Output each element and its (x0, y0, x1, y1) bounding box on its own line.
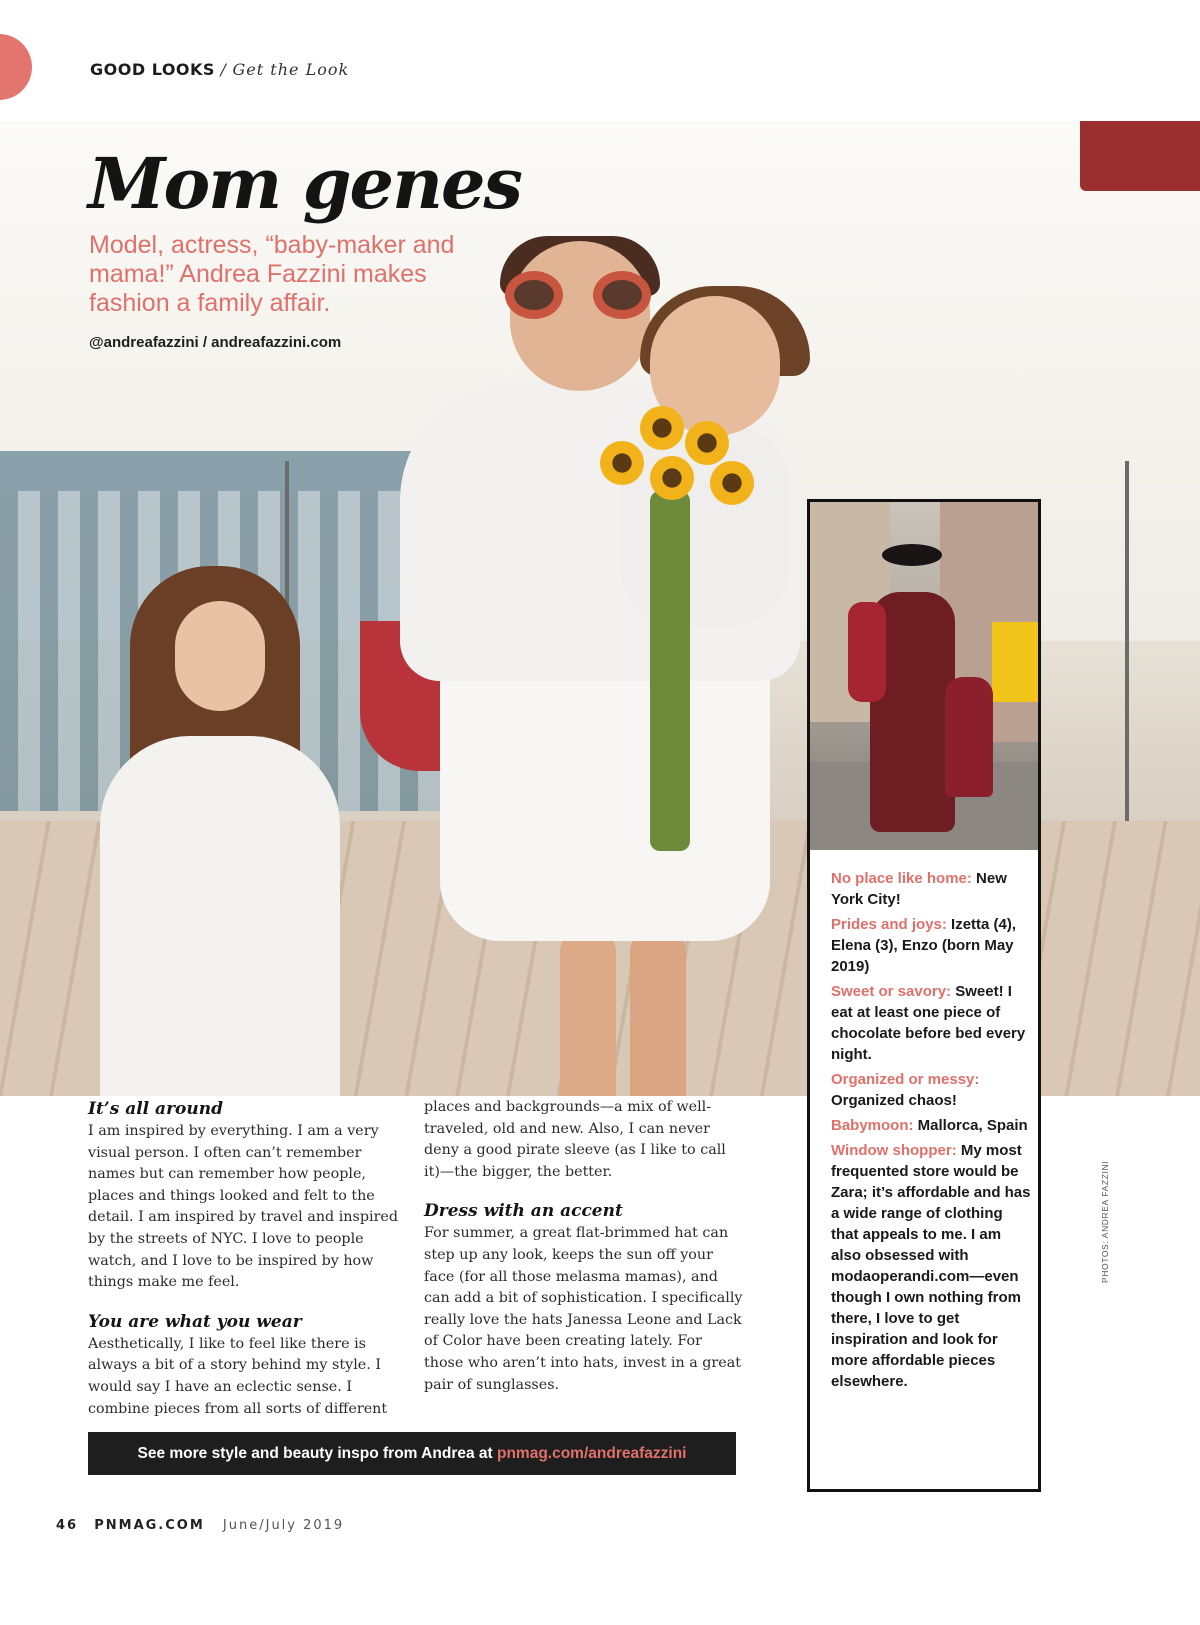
welcome-sign (992, 622, 1038, 702)
fact-item (831, 914, 1031, 977)
magazine-site: PNMAG.COM (94, 1518, 205, 1533)
cta-link[interactable]: pnmag.com/andreafazzini (496, 1445, 687, 1462)
fact-item (831, 981, 1031, 1065)
subsection-name: Get the Look (232, 60, 350, 79)
fact-item (831, 1115, 1031, 1136)
fact-item (831, 1069, 1031, 1111)
body-paragraph: Aesthetically, I like to feel like there is always a bit of a story behind my style. I would say I have an eclectic sense. I combine pieces from all sorts of different (88, 1335, 388, 1417)
fact-item (831, 1140, 1031, 1392)
hero-awning (1080, 121, 1200, 191)
fact-label: No place like home: (831, 870, 972, 887)
subhead-you-are-what-you-wear: You are what you wear (88, 1311, 302, 1332)
sidebar-box (807, 499, 1041, 1492)
social-handles: @andreafazzini / andreafazzini.com (89, 334, 342, 351)
cta-banner (88, 1432, 736, 1475)
fact-label: Babymoon: (831, 1117, 914, 1134)
article-deck: Model, actress, “baby-maker and mama!” Andrea Fazzini makes fashion a family affair. (89, 231, 455, 317)
page-footer (56, 1518, 344, 1533)
fact-label: Organized or messy: (831, 1071, 980, 1088)
body-column-2 (424, 1097, 744, 1412)
photo-credit: PHOTOS: ANDREA FAZZINI (1100, 1160, 1110, 1283)
fact-text: Mallorca, Spain (917, 1117, 1028, 1134)
section-name: GOOD LOOKS (90, 60, 215, 79)
hero-lamp-pole (1125, 461, 1129, 841)
body-column-1 (88, 1097, 408, 1436)
section-separator: / (220, 60, 227, 79)
sunflower-bouquet (600, 401, 760, 511)
section-header (90, 60, 349, 79)
fact-text: Organized chaos! (831, 1092, 957, 1109)
body-paragraph: places and backgrounds—a mix of well-traveled, old and new. Also, I can never deny a good pirate sleeve (as I like to call it)—the bigger, the better. (424, 1099, 726, 1180)
fact-label: Window shopper: (831, 1142, 957, 1159)
sunflower-stems (650, 491, 690, 851)
page-number: 46 (56, 1518, 79, 1533)
fact-text: My most frequented store would be Zara; it’s affordable and has a wide range of clothing that appeals to me. I am also obsessed with modaoperandi.com—even though I own nothing from there, I love to get inspiration and look for more affordable pieces elsewhere. (831, 1142, 1031, 1390)
fact-item (831, 868, 1031, 910)
fact-label: Prides and joys: (831, 916, 947, 933)
fact-text: Sweet! I eat at least one piece of chocolate before bed every night. (831, 983, 1026, 1063)
issue-date: June/July 2019 (222, 1518, 345, 1533)
subhead-its-all-around: It’s all around (88, 1099, 223, 1119)
fact-text: New York City! (831, 870, 1007, 908)
hero-older-daughter (90, 566, 350, 1096)
body-paragraph: I am inspired by everything. I am a very visual person. I often can’t remember names but can remember how people, places and things looked and felt to the detail. I am inspired by travel and inspired by the streets of NYC. I love to people watch, and I love to be inspired by how things make me feel. (88, 1123, 399, 1291)
fact-label: Sweet or savory: (831, 983, 952, 1000)
cta-text: See more style and beauty inspo from Andrea at (137, 1445, 497, 1462)
sidebar-facts (831, 868, 1031, 1396)
sidebar-family-photo (810, 502, 1038, 850)
body-paragraph: For summer, a great flat-brimmed hat can step up any look, keeps the sun off your face (for all those melasma mamas), and can add a bit of sophistication. I specifically really love the hats Janessa Leone and Lack of Color have been creating lately. For those who aren’t into hats, invest in a great pair of sunglasses. (424, 1225, 743, 1393)
section-color-dot (0, 34, 32, 100)
article-title: Mom genes (88, 142, 521, 225)
fact-text: Izetta (4), Elena (3), Enzo (born May 2019) (831, 916, 1017, 975)
subhead-dress-with-an-accent: Dress with an accent (424, 1201, 623, 1222)
